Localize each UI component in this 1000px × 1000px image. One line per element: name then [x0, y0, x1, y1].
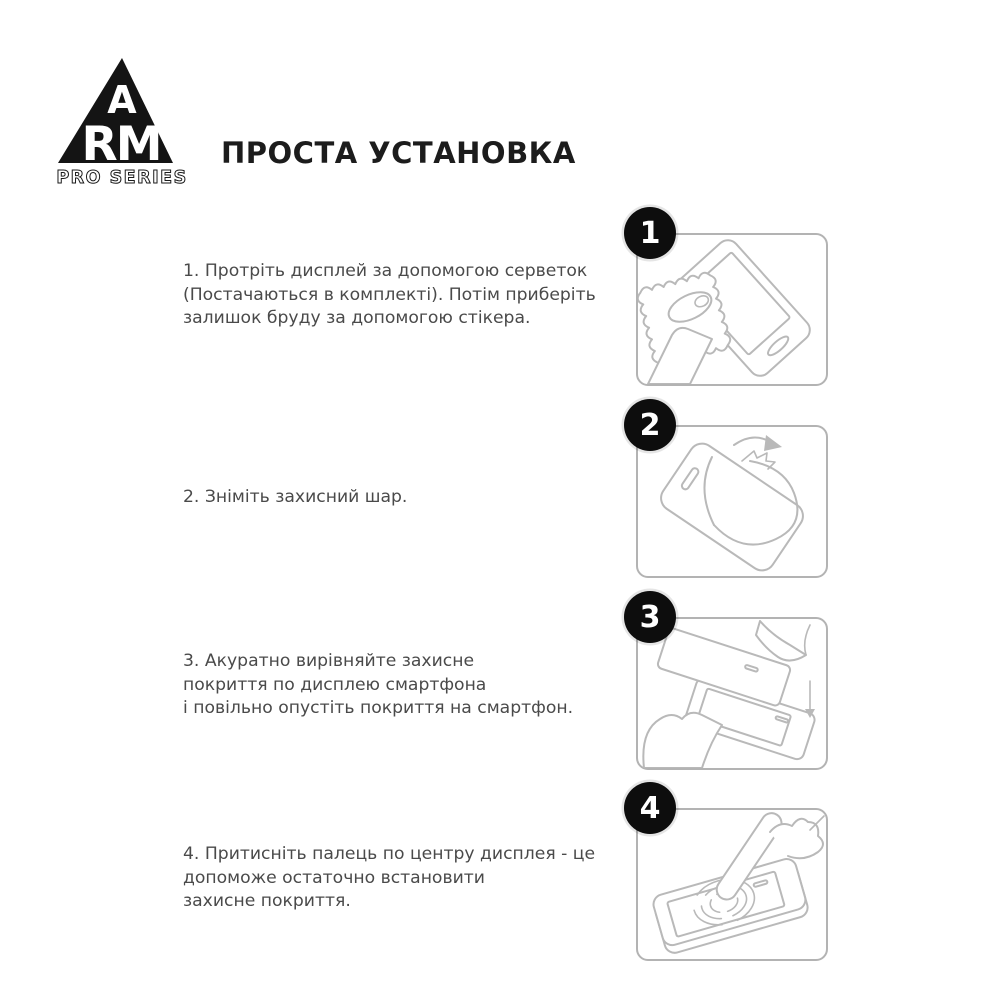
step-1-line-1: 1. Протріть дисплей за допомогою серветок	[183, 261, 588, 281]
step-3-line-1: 3. Акуратно вирівняйте захисне	[183, 651, 475, 671]
arm-pro-series-logo-icon	[50, 52, 198, 192]
step-1-number: 1	[639, 215, 661, 251]
step-4-illustration-frame	[636, 808, 828, 961]
logo-letter-a: A	[107, 78, 137, 122]
step-2-number-badge	[624, 399, 676, 451]
step-2-instructions	[183, 486, 407, 510]
step-3-illustration-frame	[636, 617, 828, 770]
step-3-line-2: покриття по дисплею смартфона	[183, 674, 487, 695]
page-title: ПРОСТА УСТАНОВКА	[221, 136, 576, 171]
logo-letters-rm: RM	[81, 117, 161, 172]
logo-series-label: PRO SERIES	[56, 168, 188, 188]
step-1-instructions	[183, 260, 596, 331]
phone-wipe-with-cloth-illustration	[638, 235, 826, 384]
step-2-line-1: 2. Зніміть захисний шар.	[183, 487, 408, 507]
step-4-number: 4	[639, 790, 661, 826]
step-3-number-badge	[624, 591, 676, 643]
step-1-number-badge	[624, 207, 676, 259]
peel-protective-layer-illustration	[638, 427, 826, 576]
step-3-line-3: і повільно опустіть покриття на смартфон.	[183, 698, 574, 718]
step-4-line-2: допоможе остаточно встановити	[183, 867, 485, 888]
step-4-line-1: 4. Притисніть палець по центру дисплея - це	[183, 844, 596, 864]
step-2-number: 2	[639, 407, 661, 443]
step-3-number: 3	[639, 599, 661, 635]
step-1-illustration-frame	[636, 233, 828, 386]
step-2-illustration-frame	[636, 425, 828, 578]
align-glass-over-phone-illustration	[638, 619, 826, 768]
step-4-instructions	[183, 843, 595, 914]
step-1-line-2: (Постачаються в комплекті). Потім приберіть	[183, 284, 596, 305]
press-finger-on-center-illustration	[638, 810, 826, 959]
step-4-number-badge	[624, 782, 676, 834]
step-1-line-3: залишок бруду за допомогою стікера.	[183, 308, 531, 328]
step-4-line-3: захисне покриття.	[183, 891, 351, 911]
step-3-instructions	[183, 650, 573, 721]
